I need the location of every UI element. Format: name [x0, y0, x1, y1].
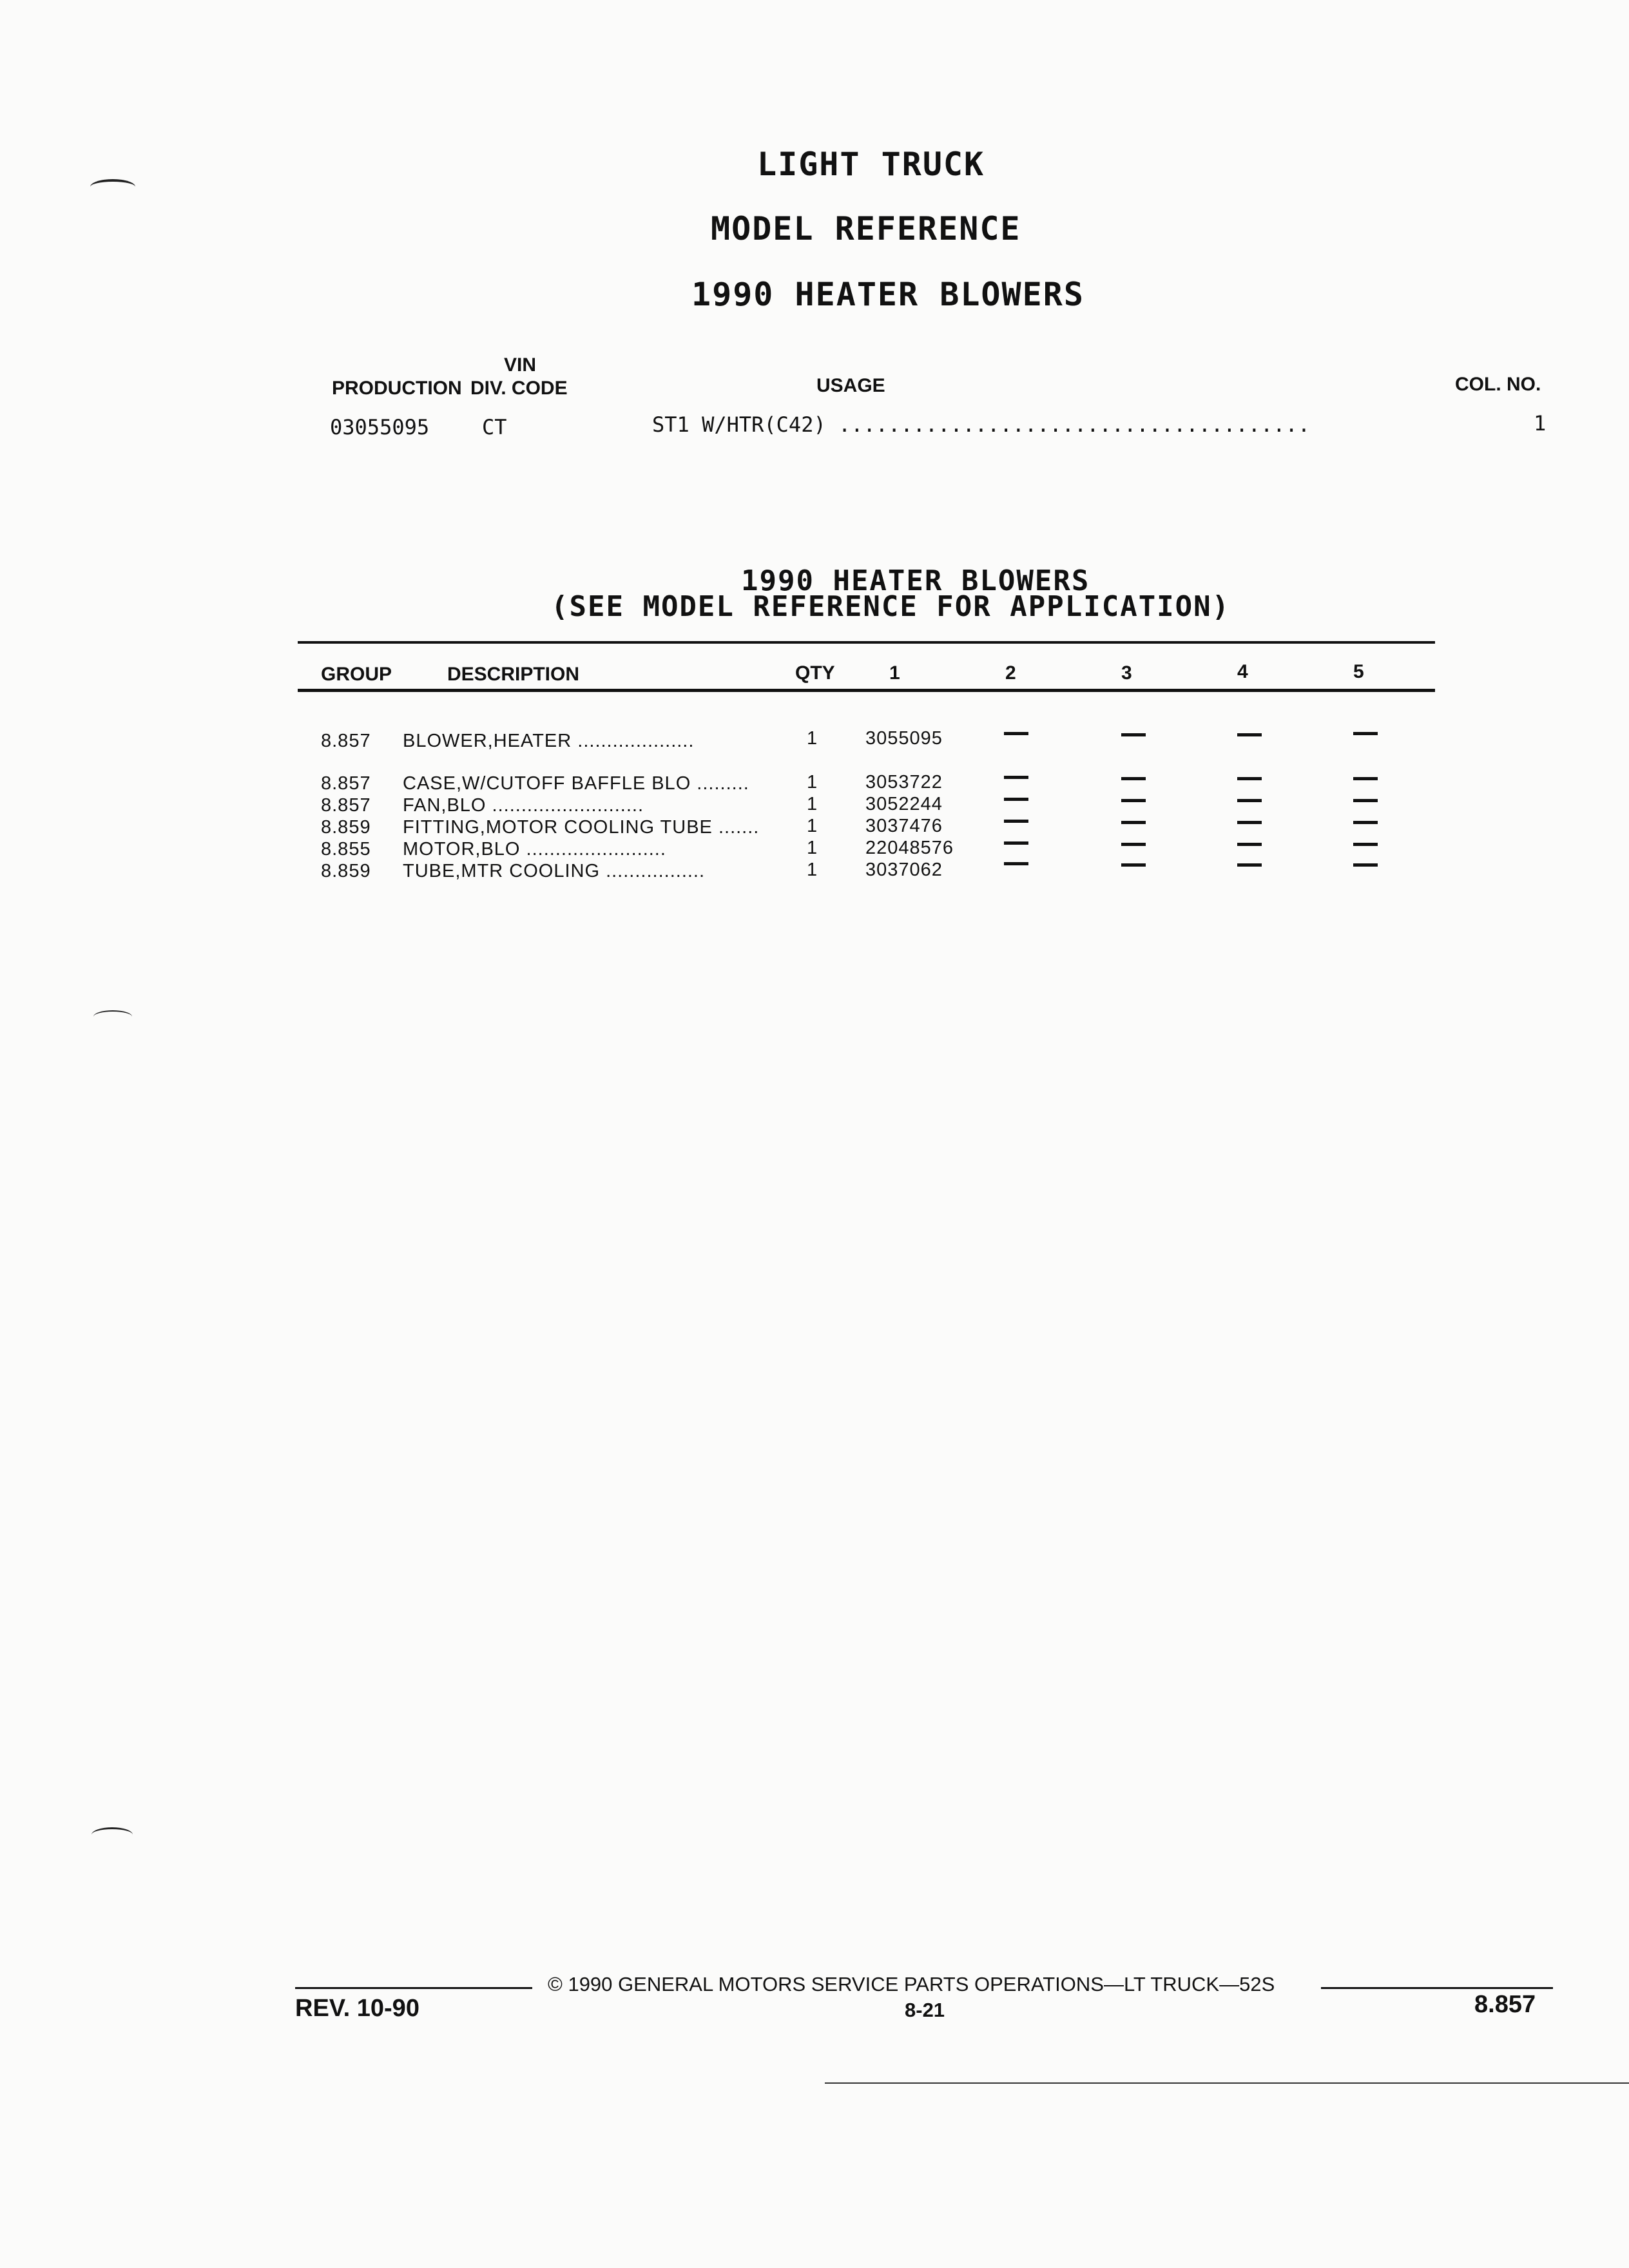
header-col-1: 1	[889, 662, 900, 684]
dash-mark	[1121, 821, 1146, 824]
row-description: FITTING,MOTOR COOLING TUBE .......	[403, 817, 760, 838]
col-production-label: PRODUCTION	[332, 378, 462, 399]
row-qty: 1	[807, 794, 818, 814]
page-number: 8-21	[905, 1999, 945, 2021]
row-description: CASE,W/CUTOFF BAFFLE BLO .........	[403, 773, 749, 794]
dash-mark	[1353, 821, 1378, 824]
binder-hole-mark-top	[90, 179, 135, 195]
row-qty: 1	[807, 860, 818, 880]
dash-mark	[1121, 843, 1146, 846]
copyright-notice: © 1990 GENERAL MOTORS SERVICE PARTS OPERATIONS—LT TRUCK—52S	[548, 1973, 1275, 1995]
dash-mark	[1004, 862, 1028, 865]
page-title-line1: LIGHT TRUCK	[757, 146, 985, 183]
row-group: 8.859	[321, 817, 371, 838]
binder-hole-mark-bottom	[92, 1827, 133, 1842]
col-usage-label: USAGE	[816, 375, 885, 396]
dash-mark	[1353, 863, 1378, 867]
footer-rule-right	[1321, 1987, 1553, 1989]
dash-mark	[1353, 732, 1378, 735]
header-description: DESCRIPTION	[447, 664, 580, 685]
col-number: 1	[1534, 411, 1547, 436]
dash-mark	[1237, 821, 1262, 824]
dash-mark	[1121, 799, 1146, 802]
row-description: TUBE,MTR COOLING .................	[403, 861, 706, 881]
dash-mark	[1237, 733, 1262, 736]
row-qty: 1	[807, 728, 818, 749]
dash-mark	[1237, 843, 1262, 846]
footer-rule-left	[295, 1987, 532, 1989]
dash-mark	[1353, 799, 1378, 802]
row-group: 8.857	[321, 731, 371, 751]
dash-mark	[1121, 863, 1146, 867]
row-part-number: 3052244	[865, 794, 943, 814]
usage-text: ST1 W/HTR(C42) ......................................	[652, 412, 1311, 437]
dash-mark	[1237, 863, 1262, 867]
row-part-number: 3055095	[865, 728, 943, 749]
col-vin-label: VIN	[504, 354, 537, 376]
dash-mark	[1121, 777, 1146, 780]
header-qty: QTY	[795, 662, 835, 684]
section-number: 8.857	[1474, 1991, 1536, 2018]
row-group: 8.855	[321, 839, 371, 860]
dash-mark	[1237, 777, 1262, 780]
dash-mark	[1121, 733, 1146, 736]
row-part-number: 3037476	[865, 816, 943, 836]
dash-mark	[1004, 732, 1028, 735]
page-title-line3: 1990 HEATER BLOWERS	[691, 276, 1084, 313]
header-group: GROUP	[321, 664, 392, 685]
dash-mark	[1004, 841, 1028, 845]
row-group: 8.859	[321, 861, 371, 881]
dash-mark	[1004, 776, 1028, 779]
header-col-4: 4	[1237, 661, 1248, 682]
div-code: CT	[482, 415, 507, 439]
binder-hole-mark-middle	[93, 1010, 132, 1023]
row-part-number: 3037062	[865, 860, 943, 880]
dash-mark	[1004, 820, 1028, 823]
row-description: FAN,BLO ..........................	[403, 795, 644, 816]
col-colno-label: COL. NO.	[1455, 374, 1541, 395]
header-col-2: 2	[1005, 662, 1016, 684]
header-col-5: 5	[1353, 661, 1364, 682]
row-part-number: 3053722	[865, 772, 943, 793]
table-header-rule	[298, 689, 1435, 692]
table-top-rule	[298, 641, 1435, 644]
production-number: 03055095	[330, 415, 430, 439]
page-title-line2: MODEL REFERENCE	[711, 210, 1021, 247]
row-qty: 1	[807, 838, 818, 858]
row-description: MOTOR,BLO ........................	[403, 839, 666, 860]
section-subtitle: (SEE MODEL REFERENCE FOR APPLICATION)	[551, 590, 1231, 623]
dash-mark	[1353, 777, 1378, 780]
dash-mark	[1004, 798, 1028, 801]
dash-mark	[1237, 799, 1262, 802]
row-qty: 1	[807, 772, 818, 793]
header-col-3: 3	[1121, 662, 1132, 684]
dash-mark	[1353, 843, 1378, 846]
row-group: 8.857	[321, 773, 371, 794]
scan-edge-line	[825, 2082, 1629, 2084]
row-qty: 1	[807, 816, 818, 836]
revision-label: REV. 10-90	[295, 1995, 419, 2022]
row-part-number: 22048576	[865, 838, 954, 858]
section-title: 1990 HEATER BLOWERS	[741, 564, 1090, 597]
col-divcode-label: DIV. CODE	[470, 378, 568, 399]
row-description: BLOWER,HEATER ....................	[403, 731, 695, 751]
row-group: 8.857	[321, 795, 371, 816]
